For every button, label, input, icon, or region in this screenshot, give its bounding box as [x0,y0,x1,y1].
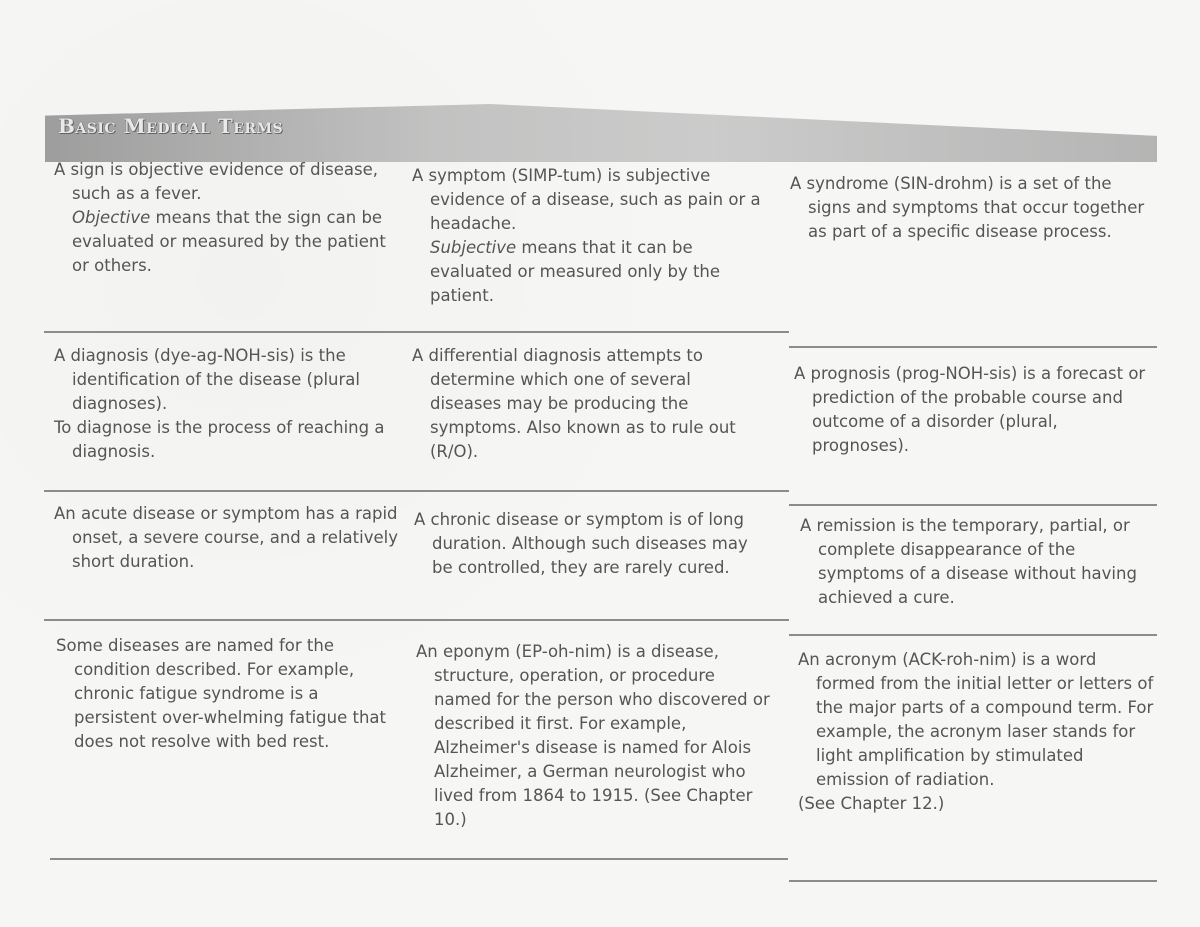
cell-eponym [416,640,776,832]
cell-text: A prognosis (prog-NOH-sis) is a forecast or prediction of the probable course and outcome of a disorder (plural, prognoses). [794,364,1146,455]
cell-text [54,206,399,278]
cell-acronym [798,648,1158,816]
section-title: Basic Medical Terms [58,114,284,138]
cell-prognosis [794,362,1154,458]
italic-term: Subjective [430,238,517,257]
italic-term: Objective [72,208,151,227]
row-divider [789,504,1157,506]
cell-named-diseases [56,634,401,754]
row-divider [44,331,789,333]
cell-text: An acute disease or symptom has a rapid onset, a severe course, and a relatively short duration. [54,504,398,571]
cell-remission [800,514,1160,610]
row-divider [789,346,1157,348]
cell-text [412,236,762,308]
cell-chronic [414,508,764,580]
row-divider [789,880,1157,882]
row-divider [50,858,788,860]
cell-text: A syndrome (SIN-drohm) is a set of the signs and symptoms that occur together as part of a specific disease process. [790,174,1145,241]
cell-text: A sign is objective evidence of disease, such as a fever. [54,160,379,203]
cell-acute [54,502,399,574]
cell-text: An eponym (EP-oh-nim) is a disease, structure, operation, or procedure named for the person who discovered or described it first. For example, Alzheimer's disease is named for Alois Alzheimer, a German neurologist who lived from 1864 to 1915. (See Chapter 10.) [416,642,770,829]
cell-text: To diagnose is the process of reaching a diagnosis. [54,418,385,461]
cell-symptom [412,164,762,308]
cell-syndrome [790,172,1150,244]
cell-text: An acronym (ACK-roh-nim) is a word formed from the initial letter or letters of the major parts of a compound term. For example, the acronym laser stands for light amplification by stimulated emission of radiation. [798,650,1154,789]
cell-text: A diagnosis (dye-ag-NOH-sis) is the identification of the disease (plural diagnoses). [54,346,360,413]
cell-text: means that the sign can be evaluated or measured by the patient or others. [72,208,386,275]
row-divider [44,490,789,492]
row-divider [789,634,1157,636]
cell-text: A chronic disease or symptom is of long duration. Although such diseases may be controlled, they are rarely cured. [414,510,748,577]
cell-text: means that it can be evaluated or measured only by the patient. [430,238,721,305]
cell-diagnosis [54,344,399,464]
cell-text: (See Chapter 12.) [798,794,945,813]
cell-text: A remission is the temporary, partial, or complete disappearance of the symptoms of a disease without having achieved a cure. [800,516,1137,607]
row-divider [44,619,789,621]
cell-differential-diagnosis [412,344,762,464]
cell-text: A symptom (SIMP-tum) is subjective evidence of a disease, such as pain or a headache. [412,166,761,233]
cell-text: A differential diagnosis attempts to determine which one of several diseases may be producing the symptoms. Also known as to rule out (R/O). [412,346,736,461]
cell-text: Some diseases are named for the condition described. For example, chronic fatigue syndrome is a persistent over-whelming fatigue that does not resolve with bed rest. [56,636,387,751]
cell-sign [54,158,399,278]
